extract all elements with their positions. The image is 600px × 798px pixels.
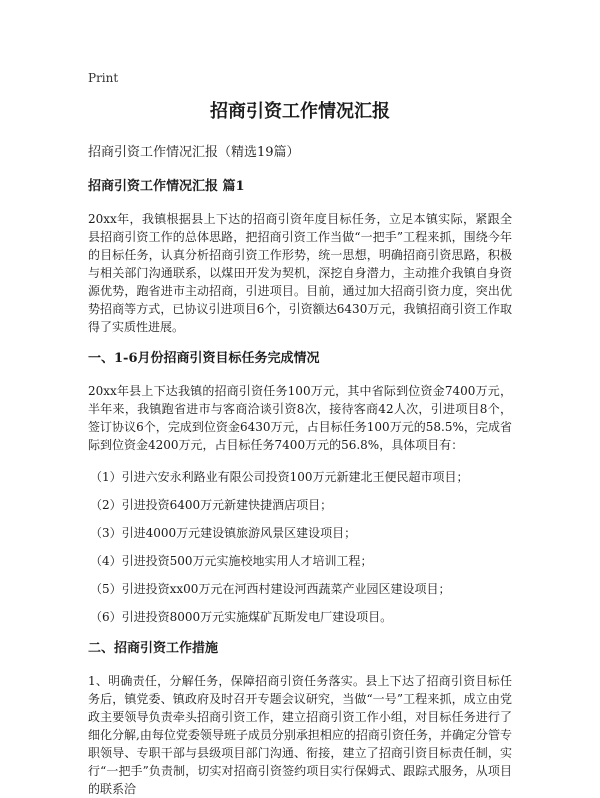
list-item: （3）引进4000万元建设镇旅游风景区建设项目； — [90, 526, 357, 540]
list-item: （6）引进投资8000万元实施煤矿瓦斯发电厂建设项目。 — [90, 610, 393, 624]
print-label: Print — [88, 71, 119, 85]
section-heading-article-1: 招商引资工作情况汇报 篇1 — [88, 179, 245, 194]
measures-paragraph: 1、明确责任，分解任务，保障招商引资任务落实。县上下达了招商引资目标任务后，镇党委、镇政府及时召开专题会议研究，当做“一号”工程来抓，成立由党政主要领导负责牵头招商引资工作，建立招商引资工作小组，对目标任务进行了细化分解,由每位党委领导班子成员分别承担相应的招商引资任务，并确定分管专职领导、专职干部与县级项目部门沟通、衔接，建立了招商引资目标责任制，实行“一把手”负责制，切实对招商引资签约项目实行保姆式、跟踪式服务，从项目的联系洽 — [88, 674, 512, 796]
project-list — [88, 468, 512, 626]
document-subtitle: 招商引资工作情况汇报（精选19篇） — [88, 145, 300, 160]
section-heading-measures: 二、招商引资工作措施 — [88, 641, 219, 656]
list-item: （2）引进投资6400万元新建快捷酒店项目； — [90, 498, 333, 512]
page-title: 招商引资工作情况汇报 — [210, 101, 390, 122]
section-heading-task-completion: 一、1-6月份招商引资目标任务完成情况 — [88, 351, 320, 366]
list-item: （1）引进六安永利路业有限公司投资100万元新建北王便民超市项目； — [90, 470, 469, 484]
list-item: （4）引进投资500万元实施校地实用人才培训工程； — [90, 554, 373, 568]
task-completion-paragraph: 20xx年县上下达我镇的招商引资任务100万元，其中省际到位资金7400万元，半年来，我镇跑省进市与客商洽谈引资8次，接待客商42人次，引进项目8个，签订协议6个，完成到位资金6430万元，占目标任务100万元的58.5%，完成省际到位资金4200万元，占目标任务7400万元的56.8%，具体项目有： — [88, 384, 512, 452]
intro-paragraph: 20xx年，我镇根据县上下达的招商引资年度目标任务，立足本镇实际，紧跟全县招商引资工作的总体思路，把招商引资工作当做“一把手”工程来抓，围绕今年的目标任务，认真分析招商引资工作形势，统一思想，明确招商引资思路，积极与相关部门沟通联系，以煤田开发为契机，深挖自身潜力，主动推介我镇自身资源优势，跑省进市主动招商，引进项目。目前，通过加大招商引资力度，突出优势招商等方式，已协议引进项目6个，引资额达6430万元，我镇招商引资工作取得了实质性进展。 — [88, 212, 512, 334]
list-item: （5）引进投资xx00万元在河西村建设河西蔬菜产业园区建设项目； — [90, 582, 451, 596]
